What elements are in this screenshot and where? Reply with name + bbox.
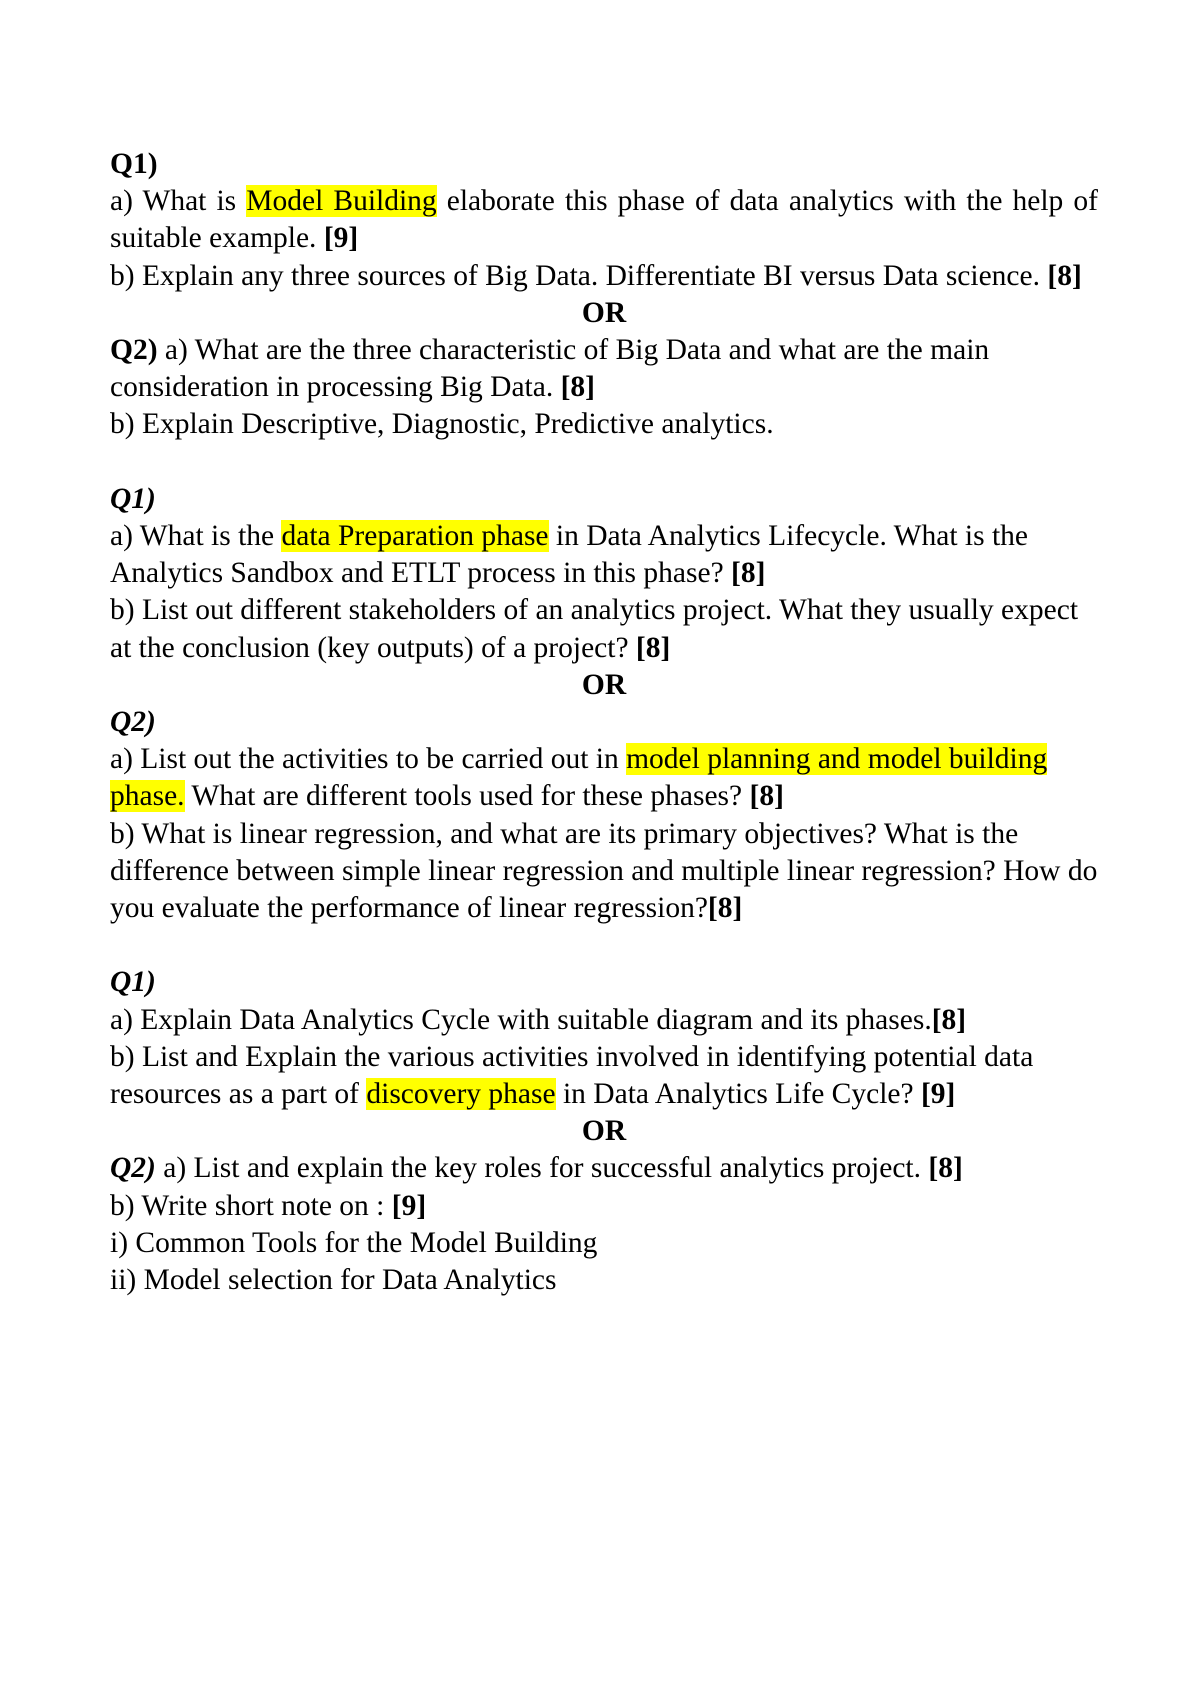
q1a-marks: [8] (931, 1003, 967, 1036)
q1a-suffix: elaborate this phase of data analytics with the help of suitable example. (110, 185, 1098, 255)
q1a-question (110, 518, 1098, 592)
q1a-highlight: data Preparation phase (281, 520, 549, 553)
q2b-text: b) What is linear regression, and what are its primary objectives? What is the difference between simple linear regression and multiple linear regression? How do you evaluate the performance of linear regression? (110, 817, 1098, 925)
q1a-suffix: in Data Analytics Lifecycle. What is the Analytics Sandbox and ETLT process in this phase? (110, 520, 1029, 590)
q2-label: Q2) (110, 706, 156, 739)
q1-label: Q1) (110, 482, 156, 515)
q2b-text: b) Write short note on : (110, 1189, 392, 1222)
q1b-text: b) Explain any three sources of Big Data. Differentiate BI versus Data science. (110, 259, 1048, 292)
q2a-prefix: a) List out the activities to be carried out in (110, 743, 627, 776)
q2a-question (110, 741, 1098, 815)
q1-label: Q1) (110, 966, 156, 999)
q2a-highlight: model planning and model building phase. (110, 743, 1048, 813)
q2b-marks: [8] (707, 892, 743, 925)
q1a-marks: [8] (731, 557, 766, 590)
q2a-text: a) What are the three characteristic of Big Data and what are the main consideration in processing Big Data. (110, 334, 990, 404)
q1a-marks: [9] (323, 222, 359, 255)
q1b-question (110, 258, 1098, 295)
set-2 (110, 481, 1098, 927)
q1a-question (110, 1002, 1098, 1039)
or-divider: OR (581, 296, 627, 329)
q1b-marks: [9] (920, 1078, 956, 1111)
q1b-question (110, 592, 1098, 666)
q1a-question (110, 183, 1098, 257)
q2a-question (110, 332, 1098, 406)
q1a-text: a) Explain Data Analytics Cycle with suitable diagram and its phases. (110, 1003, 932, 1036)
q1a-highlight: Model Building (246, 185, 437, 218)
q1a-prefix: a) What is (110, 185, 247, 218)
q2a-marks: [8] (928, 1152, 963, 1185)
q1b-marks: [8] (1047, 259, 1082, 292)
or-divider: OR (581, 1115, 627, 1148)
q2a-text: a) List and explain the key roles for successful analytics project. (155, 1152, 929, 1185)
q2b-marks: [9] (391, 1189, 427, 1222)
q1b-prefix: b) List and Explain the various activities involved in identifying potential data resources as a part of (110, 1040, 1034, 1111)
q1b-text: b) List out different stakeholders of an analytics project. What they usually expect at the conclusion (key outputs) of a project? (110, 594, 1079, 664)
q2a-marks: [8] (560, 371, 596, 404)
q2a-question (110, 1150, 1098, 1187)
q1-label: Q1) (110, 148, 158, 180)
q1b-marks: [8] (635, 631, 671, 664)
q1b-highlight: discovery phase (366, 1078, 556, 1111)
q2a-suffix: What are different tools used for these phases? (184, 780, 750, 813)
q2a-marks: [8] (749, 780, 784, 813)
set-3 (110, 964, 1098, 1299)
q1b-suffix: in Data Analytics Life Cycle? (555, 1078, 921, 1111)
q1b-question (110, 1039, 1098, 1113)
question-paper (110, 146, 1098, 1299)
set-1 (110, 146, 1098, 444)
q2-label: Q2) (110, 334, 158, 367)
q2b-question (110, 816, 1098, 928)
q2b-item-i: i) Common Tools for the Model Building (110, 1226, 598, 1259)
q2b-question (110, 1188, 1098, 1225)
q1a-prefix: a) What is the (110, 520, 282, 553)
q2-label: Q2) (110, 1152, 156, 1185)
or-divider: OR (581, 668, 627, 701)
q2b-item-ii: ii) Model selection for Data Analytics (110, 1264, 557, 1297)
q2b-question: b) Explain Descriptive, Diagnostic, Predictive analytics. (110, 408, 774, 441)
